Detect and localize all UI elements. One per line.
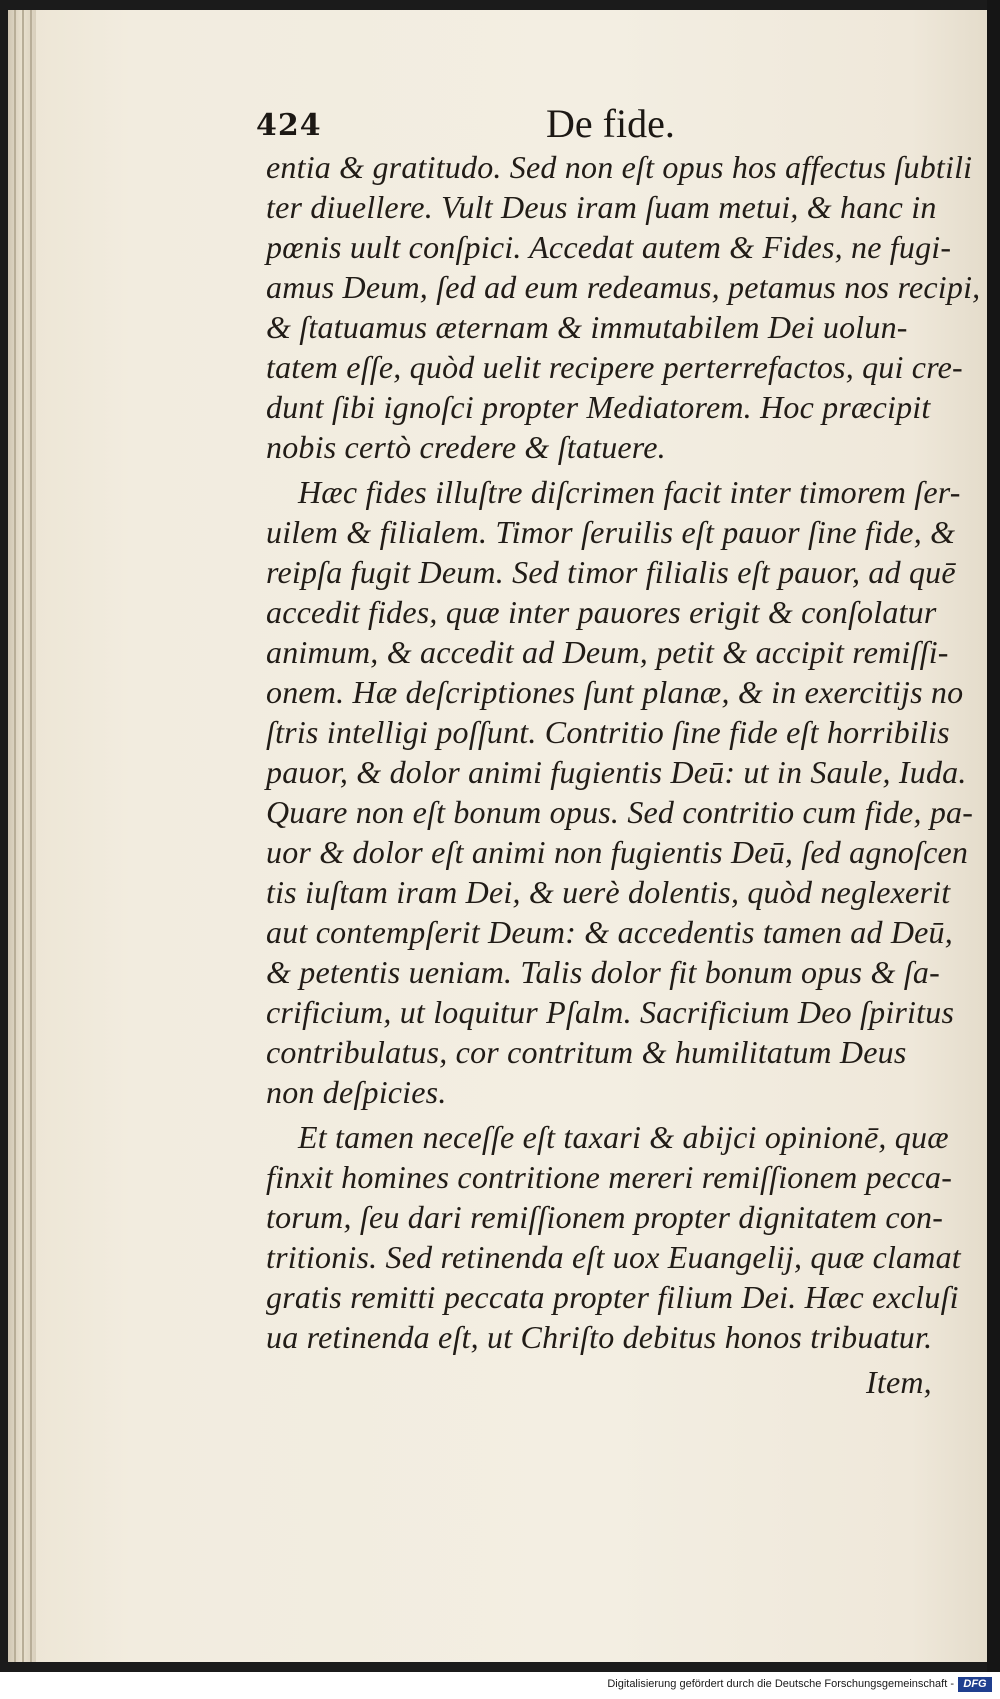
text-line: reipſa fugit Deum. Sed timor filialis eſt pauor, ad quē [266,554,956,590]
text-line: & ſtatuamus æternam & immutabilem Dei uolun- [266,309,908,345]
page-number: 424 [256,108,322,143]
text-line: non deſpicies. [266,1074,447,1110]
text-line: tis iuſtam iram Dei, & uerè dolentis, quòd neglexerit [266,874,951,910]
text-line: nobis certò credere & ſtatuere. [266,429,666,465]
text-line: tritionis. Sed retinenda eſt uox Euangelij, quæ clamat [266,1239,961,1275]
text-line: entia & gratitudo. Sed non eſt opus hos affectus ſubtili [266,149,973,185]
text-line: crificium, ut loquitur Pſalm. Sacrificium Deo ſpiritus [266,994,955,1030]
text-line: accedit fides, quæ inter pauores erigit & conſolatur [266,594,937,630]
text-line: torum, ſeu dari remiſſionem propter dignitatem con- [266,1199,944,1235]
page-stack-edge [8,10,36,1662]
text-line: amus Deum, ſed ad eum redeamus, petamus nos recipi, [266,269,981,305]
digitization-credit: Digitalisierung gefördert durch die Deutsche Forschungsgemeinschaft - [607,1678,954,1690]
text-line: ua retinenda eſt, ut Chriſto debitus honos tribuatur. [266,1319,933,1355]
text-line: pœnis uult conſpici. Accedat autem & Fides, ne fugi- [266,229,952,265]
text-line: gratis remitti peccata propter filium Dei. Hæc excluſi [266,1279,959,1315]
text-line: uilem & filialem. Timor ſeruilis eſt pauor ſine fide, & [266,514,956,550]
text-line: Et tamen neceſſe eſt taxari & abijci opinionē, quæ [298,1119,949,1155]
footer-bar [0,1672,1000,1699]
scan-border [987,0,1000,1672]
text-line: pauor, & dolor animi fugientis Deū: ut in Saule, Iuda. [266,754,967,790]
text-line: onem. Hæ deſcriptiones ſunt planæ, & in exercitijs no [266,674,964,710]
catchword: Item, [866,1364,932,1400]
text-line: ſtris intelligi poſſunt. Contritio ſine fide eſt horribilis [266,714,950,750]
text-line: Quare non eſt bonum opus. Sed contritio cum fide, pa- [266,794,974,830]
text-line: dunt ſibi ignoſci propter Mediatorem. Hoc præcipit [266,389,931,425]
text-line: ter diuellere. Vult Deus iram ſuam metui, & hanc in [266,189,937,225]
text-line: uor & dolor eſt animi non fugientis Deū, ſed agnoſcen [266,834,969,870]
text-line: & petentis ueniam. Talis dolor fit bonum opus & ſa- [266,954,940,990]
text-line: finxit homines contritione mereri remiſſionem pecca- [266,1159,953,1195]
text-line: animum, & accedit ad Deum, petit & accipit remiſſi- [266,634,949,670]
running-title: De fide. [546,101,675,146]
text-line: aut contempſerit Deum: & accedentis tamen ad Deū, [266,914,953,950]
text-line: Hæc fides illuſtre diſcrimen facit inter timorem ſer- [298,474,961,510]
text-line: tatem eſſe, quòd uelit recipere perterrefactos, qui cre- [266,349,963,385]
page-header [256,100,946,150]
text-line: contribulatus, cor contritum & humilitatum Deus [266,1034,907,1070]
dfg-logo-icon: DFG [958,1677,992,1692]
